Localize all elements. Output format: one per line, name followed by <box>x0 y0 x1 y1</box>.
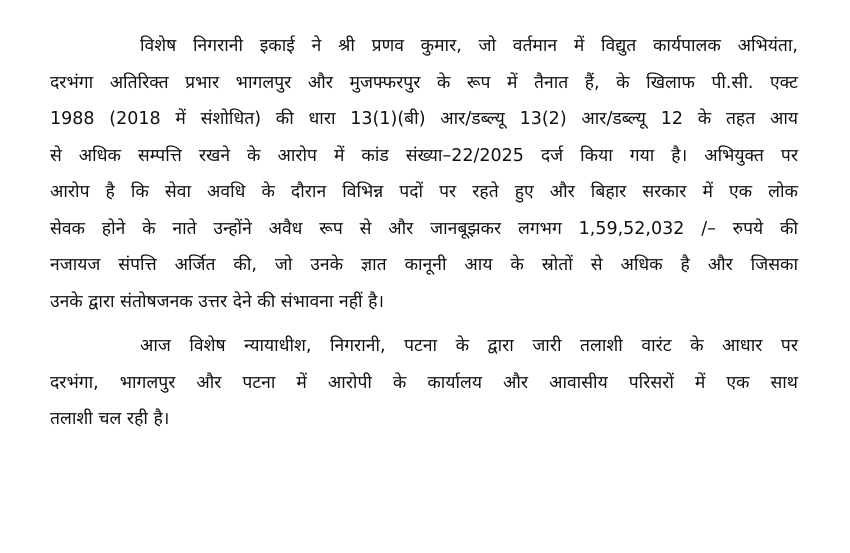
text-line: नजायज संपत्ति अर्जित की, जो उनके ज्ञात कानूनी आय के स्रोतों से अधिक है और जिसका <box>50 255 798 275</box>
document-body <box>50 28 798 438</box>
text-line: आज विशेष न्यायाधीश, निगरानी, पटना के द्वारा जारी तलाशी वारंट के आधार पर <box>140 336 798 356</box>
text-line: तलाशी चल रही है। <box>50 409 170 429</box>
paragraph-2 <box>50 328 798 438</box>
text-line: आरोप है कि सेवा अवधि के दौरान विभिन्न पदों पर रहते हुए और बिहार सरकार में एक लोक <box>50 182 798 202</box>
paragraph-gap <box>50 320 798 328</box>
text-line: 1988 (2018 में संशोधित) की धारा 13(1)(बी) आर/डब्ल्यू 13(2) आर/डब्ल्यू 12 के तहत आय <box>50 109 798 129</box>
text-line: दरभंगा अतिरिक्त प्रभार भागलपुर और मुजफ्फरपुर के रूप में तैनात हैं, के खिलाफ पी.सी. एक्ट <box>50 72 798 93</box>
text-line: विशेष निगरानी इकाई ने श्री प्रणव कुमार, जो वर्तमान में विद्युत कार्यपालक अभियंता, <box>140 36 798 56</box>
text-line: से अधिक सम्पत्ति रखने के आरोप में कांड संख्या–22/2025 दर्ज किया गया है। अभियुक्त पर <box>50 145 798 166</box>
text-line: दरभंगा, भागलपुर और पटना में आरोपी के कार्यालय और आवासीय परिसरों में एक साथ <box>50 372 798 393</box>
paragraph-1 <box>50 28 798 320</box>
text-line: उनके द्वारा संतोषजनक उत्तर देने की संभावना नहीं है। <box>50 291 385 312</box>
text-line: सेवक होने के नाते उन्होंने अवैध रूप से और जानबूझकर लगभग 1,59,52,032 /– रुपये की <box>50 218 798 239</box>
